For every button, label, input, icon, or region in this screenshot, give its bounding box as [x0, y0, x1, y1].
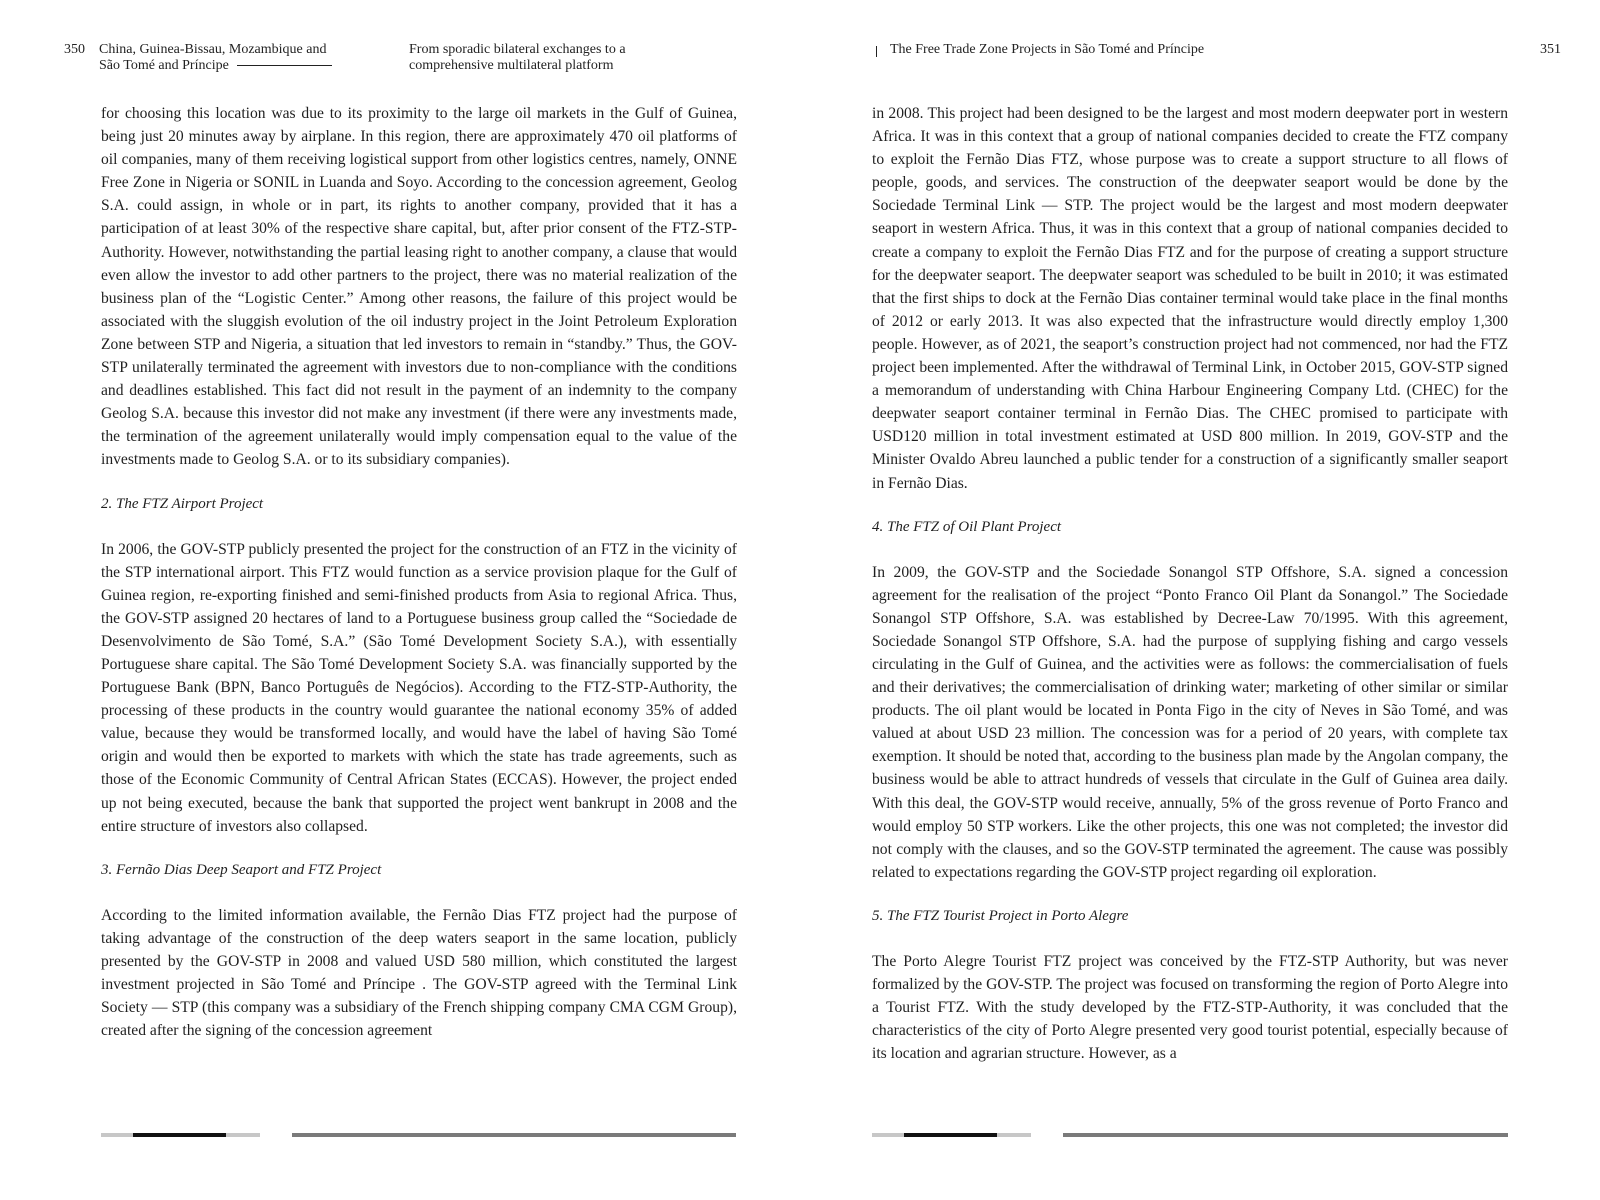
body-paragraph: in 2008. This project had been designed to be the largest and most modern deepwater port in western Africa. It was in this context that a group of national companies decided to create the FTZ company to exploit the Fernão Dias FTZ, whose purpose was to create a support structure to all flows of people, goods, and services. The construction of the deepwater seaport would be done by the Sociedade Terminal Link — STP. The project would be the largest and most modern deepwater seaport in western Africa. Thus, it was in this context that a group of national companies decided to create a company to exploit the Fernão Dias FTZ and for the purpose of creating a support structure for the deepwater seaport. The deepwater seaport was scheduled to be built in 2010; it was estimated that the first ships to dock at the Fernão Dias container terminal would take place in the final months of 2012 or early 2013. It was also expected that the infrastructure would directly employ 1,300 people. However, as of 2021, the seaport’s construction project had not commenced, nor had the FTZ project been implemented. After the withdrawal of Terminal Link, in October 2015, GOV-STP signed a memorandum of understanding with China Harbour Engineering Company Ltd. (CHEC) for the deepwater seaport container terminal in Fernão Dias. The CHEC promised to participate with USD120 million in total investment estimated at USD 800 million. In 2019, GOV-STP and the Minister Ovaldo Abreu launched a public tender for a construction of a significantly smaller seaport in Fernão Dias.	[872, 105, 1508, 492]
footer-bar-dark	[904, 1133, 997, 1137]
page-number: 351	[1540, 42, 1561, 57]
body-paragraph: The Porto Alegre Tourist FTZ project was conceived by the FTZ-STP Authority, but was never formalized by the GOV-STP. The project was focused on transforming the region of Porto Alegre into a Tourist FTZ. With the study developed by the FTZ-STP-Authority, it was concluded that the characteristics of the city of Porto Alegre presented very good tourist potential, especially because of its location and agrarian structure. However, as a	[872, 952, 1508, 1063]
header-rule	[237, 65, 332, 66]
left-text-column	[101, 102, 737, 1042]
body-paragraph: In 2009, the GOV-STP and the Sociedade Sonangol STP Offshore, S.A. signed a concession agreement for the realisation of the project “Ponto Franco Oil Plant da Sonangol.” The Sociedade Sonangol STP Offshore, S.A. was established by Decree-Law 70/1995. With this agreement, Sociedade Sonangol STP Offshore, S.A. had the purpose of supplying fishing and cargo vessels circulating in the Gulf of Guinea, and the activities were as follows: the commercialisation of fuels and their derivatives; the commercialisation of drinking water; marketing of other similar or similar products. The oil plant would be located in Ponta Figo in the city of Neves in São Tomé, and was valued at about USD 23 million. The concession was for a period of 20 years, with complete tax exemption. It should be noted that, according to the business plan made by the Angolan company, the business would be able to attract hundreds of vessels that circulate in the Gulf of Guinea area daily. With this deal, the GOV-STP would receive, annually, 5% of the gross revenue of Porto Franco and would employ 50 STP workers. Like the other projects, this one was not completed; the investor did not comply with the clauses, and so the GOV-STP terminated the agreement. The cause was possibly related to expectations regarding the GOV-STP project regarding oil exploration.	[872, 563, 1508, 881]
section-heading: 3. Fernão Dias Deep Seaport and FTZ Project	[101, 861, 382, 878]
chapter-title: The Free Trade Zone Projects in São Tomé and Príncipe	[890, 42, 1205, 57]
body-paragraph: According to the limited information available, the Fernão Dias FTZ project had the purpose of taking advantage of the construction of the deep waters seaport in the same location, publicly presented by the GOV-STP in 2008 and valued USD 580 million, which constituted the largest investment projected in São Tomé and Príncipe . The GOV-STP agreed with the Terminal Link Society — STP (this company was a subsidiary of the French shipping company CMA CGM Group), created after the signing of the concession agreement	[101, 906, 737, 1040]
chapter-title-line2: comprehensive multilateral platform	[409, 58, 614, 73]
body-paragraph: In 2006, the GOV-STP publicly presented the project for the construction of an FTZ in the vicinity of the STP international airport. This FTZ would function as a service provision plaque for the Gulf of Guinea region, re-exporting finished and semi-finished products from Asia to regional Africa. Thus, the GOV-STP assigned 20 hectares of land to a Portuguese business group called the “Sociedade de Desenvolvimento de São Tomé, S.A.” (São Tomé Development Society S.A.), with essentially Portuguese share capital. The São Tomé Development Society S.A. was financially supported by the Portuguese Bank (BPN, Banco Português de Negócios). According to the FTZ-STP-Authority, the processing of these products in the country would guarantee the national economy 35% of added value, because they would be transformed locally, and would have the label of having São Tomé origin and would then be exported to markets with which the state has trade agreements, such as those of the Economic Community of Central African States (ECCAS). However, the project ended up not being executed, because the bank that supported the project went bankrupt in 2008 and the entire structure of investors also collapsed.	[101, 540, 737, 835]
chapter-title	[409, 42, 626, 74]
footer-bar-rule	[292, 1133, 736, 1137]
right-text-column	[872, 102, 1508, 1065]
book-title-line2: São Tomé and Príncipe	[99, 58, 229, 73]
header-divider	[876, 46, 877, 57]
section-heading: 2. The FTZ Airport Project	[101, 495, 264, 512]
book-title	[99, 42, 332, 74]
section-heading: 4. The FTZ of Oil Plant Project	[872, 518, 1062, 535]
page-number: 350	[64, 42, 85, 57]
footer-bar-dark	[133, 1133, 226, 1137]
section-heading: 5. The FTZ Tourist Project in Porto Alegre	[872, 907, 1129, 924]
footer-bar-rule	[1063, 1133, 1508, 1137]
body-paragraph: for choosing this location was due to its proximity to the large oil markets in the Gulf of Guinea, being just 20 minutes away by airplane. In this region, there are approximately 470 oil platforms of oil companies, many of them receiving logistical support from other logistics centres, namely, ONNE Free Zone in Nigeria or SONIL in Luanda and Soyo. According to the concession agreement, Geolog S.A. could assign, in whole or in part, its rights to another company, provided that it has a participation of at least 30% of the respective share capital, but, after prior consent of the FTZ-STP-Authority. However, notwithstanding the partial leasing right to another company, a clause that would even allow the investor to add other partners to the project, there was no material realization of the business plan of the “Logistic Center.” Among other reasons, the failure of this project would be associated with the sluggish evolution of the oil industry project in the Joint Petroleum Exploration Zone between STP and Nigeria, a situation that led investors to remain in “standby.” Thus, the GOV-STP unilaterally terminated the agreement with investors due to non-compliance with the conditions and deadlines established. This fact did not result in the payment of an indemnity to the company Geolog S.A. because this investor did not make any investment (if there were any investments made, the termination of the agreement unilaterally would imply compensation equal to the value of the investments made to Geolog S.A. or to its subsidiary companies).	[101, 105, 737, 469]
book-title-line1: China, Guinea-Bissau, Mozambique and	[99, 42, 327, 57]
right-page	[800, 0, 1600, 1200]
book-title-line2-wrap	[99, 58, 332, 74]
chapter-title-line1: From sporadic bilateral exchanges to a	[409, 42, 626, 57]
